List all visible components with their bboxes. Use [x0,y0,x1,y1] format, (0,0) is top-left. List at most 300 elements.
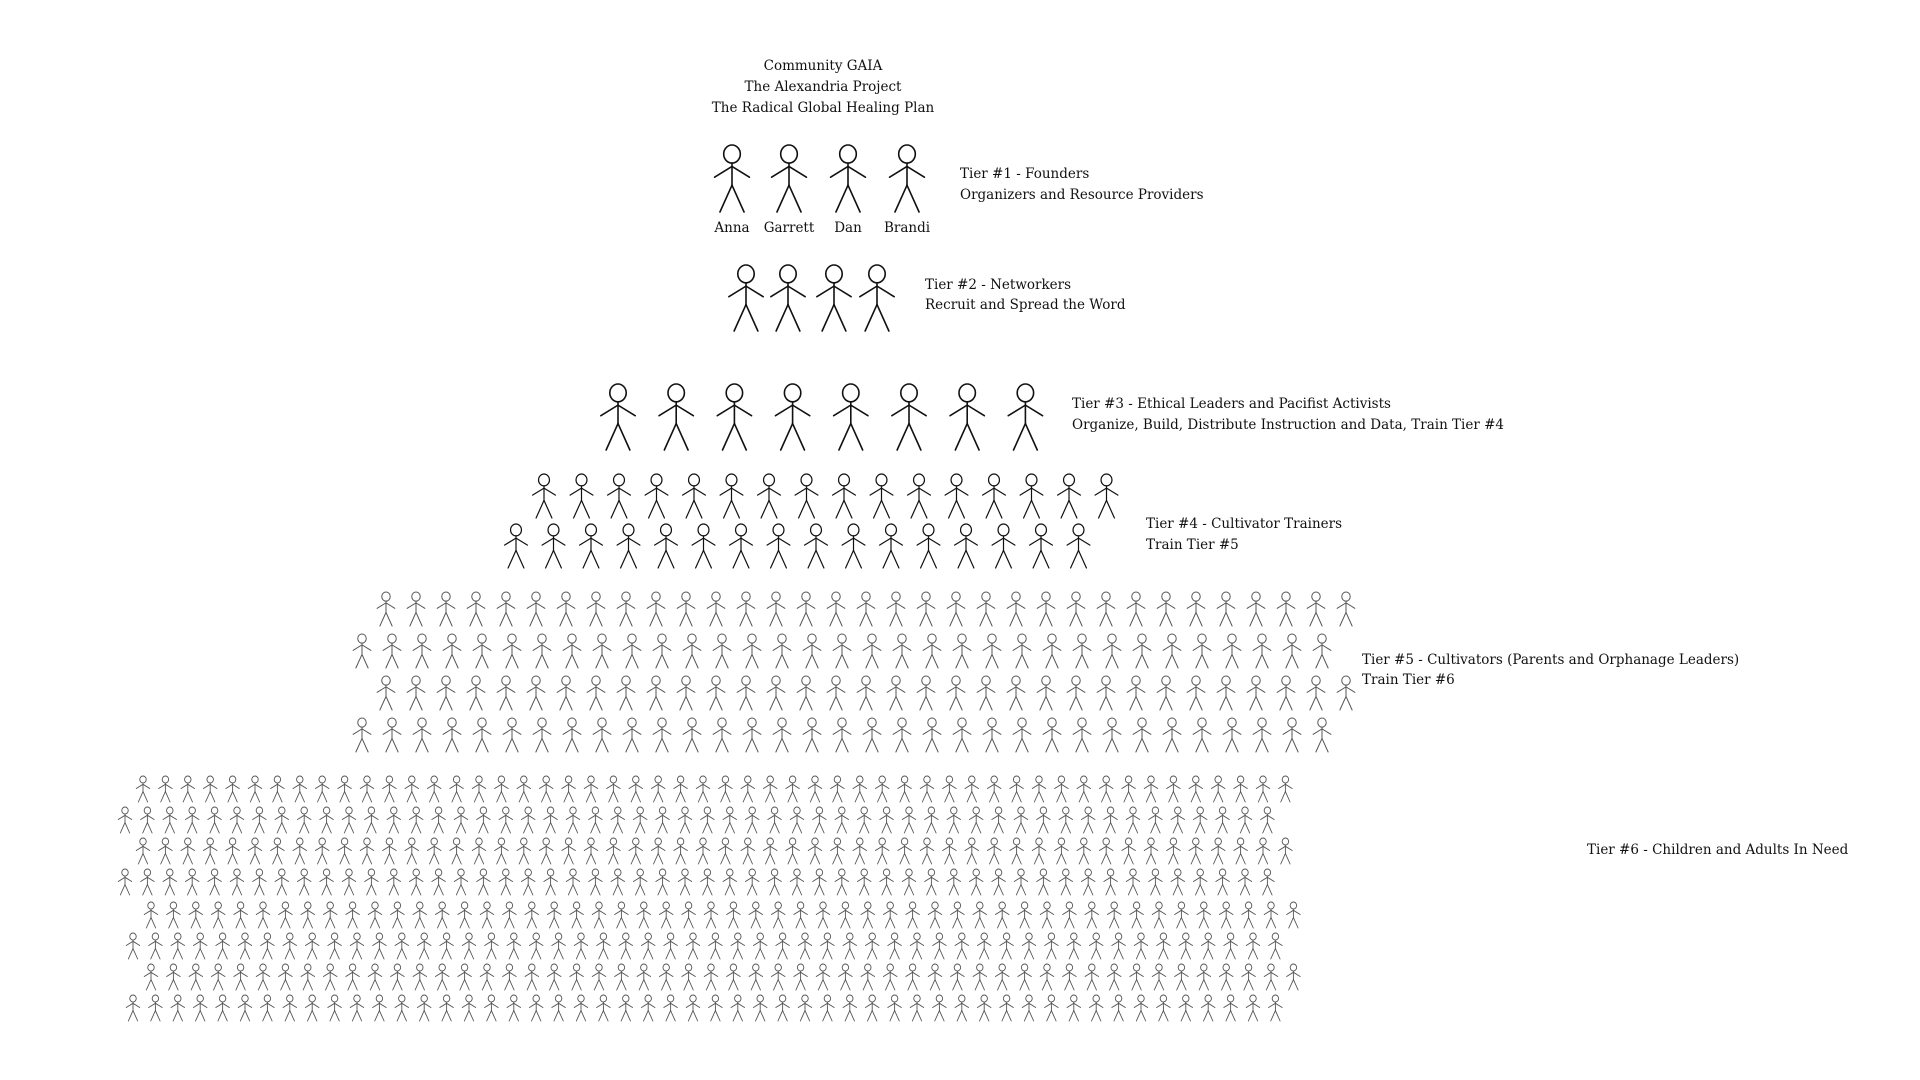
tier-5-cultivator-figure-row3-23 [1037,676,1055,710]
tier-5-cultivator-figure-row1-14 [767,592,785,626]
tier-6-person-figure-row5-1 [144,902,158,928]
tier-6-person-figure-row2-44 [1081,807,1095,833]
tier-6-person-figure-row1-43 [1077,776,1091,802]
tier-6-person-figure-row4-6 [230,869,244,895]
tier-4-trainer-figure-row2-5 [655,524,678,568]
tier-6-person-figure-row3-4 [203,838,217,864]
tier-6-person-figure-row2-8 [275,807,289,833]
tier-6-person-figure-row8-7 [261,995,275,1021]
tier-6-person-figure-row1-26 [696,776,710,802]
tier-6-person-figure-row6-52 [1269,933,1283,959]
tier-6-person-figure-row6-25 [664,933,678,959]
tier-5-cultivator-figure-row4-16 [803,718,821,752]
tier-6-person-figure-row2-30 [768,807,782,833]
tier-6-person-figure-row8-39 [977,995,991,1021]
tier-5-cultivator-figure-row3-29 [1217,676,1235,710]
tier-6-person-figure-row3-26 [696,838,710,864]
tier-5-cultivator-figure-row3-13 [737,676,755,710]
tier-6-person-figure-row3-9 [315,838,329,864]
tier-4-trainer-figure-row2-8 [767,524,790,568]
tier-6-person-figure-row3-43 [1077,838,1091,864]
tier-4-trainer-figure-row1-11 [908,474,931,518]
tier-6-person-figure-row5-20 [570,902,584,928]
tier-6-person-figure-row6-26 [686,933,700,959]
tier-6-person-figure-row2-47 [1149,807,1163,833]
tier-5-cultivator-figure-row1-7 [557,592,575,626]
tier-6-person-figure-row1-5 [226,776,240,802]
tier-6-person-figure-row8-3 [171,995,185,1021]
tier-5-cultivator-figure-row2-8 [563,634,581,668]
tier-6-person-figure-row1-4 [203,776,217,802]
tier-6-person-figure-row3-20 [562,838,576,864]
tier-6-person-figure-row8-14 [417,995,431,1021]
tier-5-cultivator-figure-row3-27 [1157,676,1175,710]
tier-6-person-figure-row6-22 [597,933,611,959]
tier-6-person-figure-row5-32 [839,902,853,928]
tier-3-leader-figure-8 [1008,384,1042,450]
tier-6-person-figure-row8-51 [1246,995,1260,1021]
tier-6-person-figure-row7-40 [1018,964,1032,990]
tier-6-person-figure-row6-19 [529,933,543,959]
tier-4-trainer-figure-row1-4 [645,474,668,518]
tier-6-person-figure-row6-49 [1201,933,1215,959]
tier-4-trainer-figure-row1-7 [758,474,781,518]
tier-6-person-figure-row5-38 [973,902,987,928]
tier-6-person-figure-row4-48 [1171,869,1185,895]
tier-6-person-figure-row5-19 [547,902,561,928]
header-line-2: The Alexandria Project [744,79,902,95]
tier-5-cultivator-figure-row1-28 [1187,592,1205,626]
tier-6-person-figure-row3-40 [1010,838,1024,864]
tier-6-person-figure-row3-39 [987,838,1001,864]
tier-6-person-figure-row1-35 [898,776,912,802]
tier-6-person-figure-row7-18 [525,964,539,990]
tier-6-person-figure-row6-36 [910,933,924,959]
tier-6-person-figure-row2-5 [208,807,222,833]
tier-6-person-figure-row3-29 [763,838,777,864]
tier-6-person-figure-row3-10 [338,838,352,864]
tier-6-person-figure-row5-33 [861,902,875,928]
tier-6-person-figure-row4-38 [947,869,961,895]
tier-6-person-figure-row5-17 [503,902,517,928]
tier-2-title: Tier #2 - Networkers [925,277,1072,293]
tier-6-person-figure-row7-16 [480,964,494,990]
tier-6-person-figure-row8-26 [686,995,700,1021]
tier-6-person-figure-row8-6 [238,995,252,1021]
tier-6-person-figure-row1-13 [405,776,419,802]
tier-6-person-figure-row8-37 [933,995,947,1021]
tier-5-cultivator-figure-row1-33 [1337,592,1355,626]
tier-6-person-figure-row2-48 [1171,807,1185,833]
tier-6-person-figure-row2-1 [118,807,132,833]
tier-6-person-figure-row2-31 [790,807,804,833]
tier-6-person-figure-row8-23 [619,995,633,1021]
tier-6-person-figure-row6-48 [1179,933,1193,959]
tier-5-cultivator-figure-row3-14 [767,676,785,710]
tier-6-person-figure-row4-3 [163,869,177,895]
tier-6-person-figure-row8-15 [440,995,454,1021]
tier-6-person-figure-row3-30 [786,838,800,864]
tier-6-person-figure-row4-27 [701,869,715,895]
tier-4-trainer-figure-row1-12 [945,474,968,518]
tier-5-cultivator-figure-row1-15 [797,592,815,626]
tier-6-person-figure-row8-5 [216,995,230,1021]
tier-6-title: Tier #6 - Children and Adults In Need [1587,842,1849,858]
tier-6-person-figure-row2-26 [678,807,692,833]
tier-6-person-figure-row4-46 [1126,869,1140,895]
tier-4-trainer-figure-row2-11 [880,524,903,568]
tier-5-cultivator-figure-row2-18 [863,634,881,668]
tier-5-cultivator-figure-row4-1 [353,718,371,752]
tier-6-person-figure-row7-43 [1085,964,1099,990]
tier-6-person-figure-row3-15 [450,838,464,864]
tier-5-cultivator-figure-row2-17 [833,634,851,668]
tier-6-person-figure-row6-12 [373,933,387,959]
tier-5-cultivator-figure-row2-3 [413,634,431,668]
tier-4-trainer-figure-row1-9 [833,474,856,518]
tier-6-person-figure-row8-35 [888,995,902,1021]
tier-6-person-figure-row7-17 [503,964,517,990]
tier-6-person-figure-row2-35 [880,807,894,833]
tier-4-trainer-figure-row2-14 [992,524,1015,568]
tier-6-person-figure-row1-11 [360,776,374,802]
tier-6-person-figure-row4-37 [925,869,939,895]
tier-6-person-figure-row5-45 [1130,902,1144,928]
tier-6-person-figure-row1-30 [786,776,800,802]
tier-6-person-figure-row6-41 [1022,933,1036,959]
tier-6-person-figure-row8-20 [552,995,566,1021]
tier-6-person-figure-row2-28 [723,807,737,833]
tier-5-cultivator-figure-row4-7 [533,718,551,752]
tier-6-person-figure-row5-46 [1152,902,1166,928]
tier-6-person-figure-row4-47 [1149,869,1163,895]
tier-6-person-figure-row6-34 [865,933,879,959]
tier-6-person-figure-row1-1 [136,776,150,802]
tier-6-person-figure-row8-47 [1157,995,1171,1021]
tier-5-cultivator-figure-row3-1 [377,676,395,710]
tier-2-networker-figure-4 [860,265,894,331]
tier-6-person-figure-row7-39 [995,964,1009,990]
tier-6-person-figure-row1-10 [338,776,352,802]
tier-6-person-figure-row3-5 [226,838,240,864]
tier-6-person-figure-row7-34 [883,964,897,990]
tier-5-cultivator-figure-row4-8 [563,718,581,752]
tier-6-person-figure-row2-14 [409,807,423,833]
tier-5-cultivator-figure-row4-14 [743,718,761,752]
tier-6-person-figure-row3-1 [136,838,150,864]
tier-6-person-figure-row1-42 [1055,776,1069,802]
tier-4-trainer-figure-row1-6 [720,474,743,518]
tier-6-person-figure-row2-27 [701,807,715,833]
tier-5-cultivator-figure-row3-15 [797,676,815,710]
tier-6-person-figure-row3-22 [607,838,621,864]
tier-4-trainer-figure-row2-13 [955,524,978,568]
tier-6-person-figure-row5-52 [1287,902,1301,928]
tier-5-cultivator-figure-row4-27 [1133,718,1151,752]
tier-2-networker-figure-1 [729,265,763,331]
tier-6-person-figure-row7-29 [771,964,785,990]
tier-6-person-figure-row7-41 [1040,964,1054,990]
tier-6-person-figure-row2-51 [1238,807,1252,833]
tier-6-person-figure-row3-47 [1167,838,1181,864]
tier-6-person-figure-row4-13 [387,869,401,895]
tier-5-cultivator-figure-row3-30 [1247,676,1265,710]
tier-6-person-figure-row1-14 [427,776,441,802]
tier-6-person-figure-row5-44 [1107,902,1121,928]
tier-6-person-figure-row3-19 [539,838,553,864]
tier-5-cultivator-figure-row4-33 [1313,718,1331,752]
tier-6-person-figure-row3-7 [271,838,285,864]
tier-6-person-figure-row5-18 [525,902,539,928]
tier-6-person-figure-row5-23 [637,902,651,928]
founder-name-dan: Dan [834,220,862,236]
tier-6-person-figure-row1-19 [539,776,553,802]
tier-6-person-figure-row2-15 [432,807,446,833]
tier-6-person-figure-row6-43 [1067,933,1081,959]
tier-6-person-figure-row4-39 [969,869,983,895]
tier-5-cultivator-figure-row1-20 [947,592,965,626]
tier-6-person-figure-row8-19 [529,995,543,1021]
tier-6-person-figure-row4-51 [1238,869,1252,895]
tier-6-person-figure-row3-42 [1055,838,1069,864]
tier-6-person-figure-row3-52 [1279,838,1293,864]
tier-6-person-figure-row2-16 [454,807,468,833]
tier-6-person-figure-row1-32 [831,776,845,802]
tier-6-person-figure-row8-50 [1224,995,1238,1021]
tier-5-cultivator-figure-row3-25 [1097,676,1115,710]
tier-6-person-figure-row1-27 [719,776,733,802]
tier-5-cultivator-figure-row1-24 [1067,592,1085,626]
tier-4-trainer-figure-row2-2 [542,524,565,568]
tier-4-trainer-figure-row2-4 [617,524,640,568]
tier-6-person-figure-row7-42 [1063,964,1077,990]
tier-3-leader-figure-6 [892,384,926,450]
tier-6-person-figure-row5-42 [1063,902,1077,928]
tier-6-person-figure-row2-13 [387,807,401,833]
tier-6-person-figure-row5-4 [211,902,225,928]
tier-6-person-figure-row7-3 [189,964,203,990]
tier-6-person-figure-row5-12 [391,902,405,928]
tier-6-person-figure-row1-50 [1234,776,1248,802]
tier-6-person-figure-row1-7 [271,776,285,802]
tier-6-person-figure-row5-26 [704,902,718,928]
tier-1-founder-figure-4 [890,145,925,212]
tier-6-person-figure-row7-45 [1130,964,1144,990]
tier-6-person-figure-row5-49 [1219,902,1233,928]
tier-6-person-figure-row4-9 [297,869,311,895]
tier-6-person-figure-row5-47 [1175,902,1189,928]
tier-6-person-figure-row7-50 [1242,964,1256,990]
tier-5-cultivator-figure-row1-5 [497,592,515,626]
tier-6-person-figure-row2-50 [1216,807,1230,833]
tier-4-trainer-figure-row2-12 [917,524,940,568]
tier-6-person-figure-row4-52 [1261,869,1275,895]
tier-6-person-figure-row3-45 [1122,838,1136,864]
tier-6-person-figure-row4-40 [992,869,1006,895]
tier-6-person-figure-row2-25 [656,807,670,833]
tier-6-person-figure-row2-21 [566,807,580,833]
tier-6-person-figure-row1-38 [965,776,979,802]
tier-6-person-figure-row6-24 [641,933,655,959]
tier-6-person-figure-row1-52 [1279,776,1293,802]
tier-6-person-figure-row4-31 [790,869,804,895]
tier-4-trainer-figure-row1-3 [608,474,631,518]
tier-6-person-figure-row3-17 [495,838,509,864]
tier-6-person-figure-row6-3 [171,933,185,959]
tier-2-networker-figure-2 [771,265,805,331]
tier-6-person-figure-row4-16 [454,869,468,895]
tier-6-person-figure-row7-8 [301,964,315,990]
tier-5-cultivator-figure-row1-12 [707,592,725,626]
tier-6-person-figure-row2-22 [589,807,603,833]
tier-6-person-figure-row6-46 [1134,933,1148,959]
tier-6-person-figure-row7-2 [167,964,181,990]
tier-5-cultivator-figure-row2-16 [803,634,821,668]
tier-6-person-figure-row8-29 [753,995,767,1021]
tier-4-trainer-figure-row2-6 [692,524,715,568]
tier-6-person-figure-row5-11 [368,902,382,928]
tier-6-person-figure-row6-40 [1000,933,1014,959]
tier-5-cultivator-figure-row3-24 [1067,676,1085,710]
tier-6-person-figure-row3-25 [674,838,688,864]
tier-6-person-figure-row8-46 [1134,995,1148,1021]
tier-6-person-figure-row7-35 [906,964,920,990]
tier-6-person-figure-row1-40 [1010,776,1024,802]
tier-5-cultivator-figure-row2-5 [473,634,491,668]
tier-6-person-figure-row4-30 [768,869,782,895]
tier-4-trainer-figure-row1-10 [870,474,893,518]
tier-6-person-figure-row7-13 [413,964,427,990]
tier-6-person-figure-row2-38 [947,807,961,833]
tier-6-person-figure-row5-3 [189,902,203,928]
tier-6-person-figure-row2-43 [1059,807,1073,833]
tier-5-cultivator-figure-row2-7 [533,634,551,668]
tier-6-person-figure-row6-35 [888,933,902,959]
tier-6-person-figure-row4-26 [678,869,692,895]
tier-6-person-figure-row3-14 [427,838,441,864]
tier-6-person-figure-row4-10 [320,869,334,895]
tier-6-person-figure-row1-47 [1167,776,1181,802]
tier-6-person-figure-row2-36 [902,807,916,833]
tier-6-person-figure-row4-12 [365,869,379,895]
tier-6-person-figure-row3-33 [853,838,867,864]
tier-5-cultivator-figure-row2-6 [503,634,521,668]
tier-1-title: Tier #1 - Founders [960,166,1090,182]
tier-6-person-figure-row7-12 [391,964,405,990]
tier-6-person-figure-row6-47 [1157,933,1171,959]
tier-5-cultivator-figure-row4-21 [953,718,971,752]
tier-6-person-figure-row3-3 [181,838,195,864]
tier-6-person-figure-row6-45 [1112,933,1126,959]
tier-6-person-figure-row4-14 [409,869,423,895]
tier-6-person-figure-row1-18 [517,776,531,802]
tier-6-person-figure-row1-12 [383,776,397,802]
tier-6-person-figure-row8-16 [462,995,476,1021]
tier-6-person-figure-row7-15 [458,964,472,990]
tier-6-person-figure-row4-36 [902,869,916,895]
tier-2-subtitle: Recruit and Spread the Word [925,297,1126,313]
tier-6-person-figure-row6-28 [731,933,745,959]
tier-5-cultivator-figure-row1-4 [467,592,485,626]
tier-5-cultivator-figure-row2-29 [1193,634,1211,668]
tier-3-leader-figure-3 [717,384,751,450]
tier-5-cultivator-figure-row1-31 [1277,592,1295,626]
tier-6-person-figure-row4-34 [857,869,871,895]
tier-6-person-figure-row7-7 [279,964,293,990]
tier-6-person-figure-row5-34 [883,902,897,928]
tier-6-person-figure-row3-24 [651,838,665,864]
tier-6-person-figure-row7-23 [637,964,651,990]
tier-6-person-figure-row6-8 [283,933,297,959]
tier-6-person-figure-row2-17 [477,807,491,833]
tier-5-cultivator-figure-row3-2 [407,676,425,710]
tier-6-person-figure-row8-12 [373,995,387,1021]
tier-6-person-figure-row7-21 [592,964,606,990]
tier-6-person-figure-row5-27 [727,902,741,928]
tier-6-person-figure-row5-30 [794,902,808,928]
tier-6-person-figure-row4-4 [185,869,199,895]
tier-5-cultivator-figure-row4-15 [773,718,791,752]
tier-6-person-figure-row1-29 [763,776,777,802]
tier-6-person-figure-row7-27 [727,964,741,990]
tier-6-person-figure-row7-6 [256,964,270,990]
tier-5-cultivator-figure-row4-26 [1103,718,1121,752]
tier-6-person-figure-row8-28 [731,995,745,1021]
tier-6-person-figure-row5-37 [951,902,965,928]
tier-6-person-figure-row3-16 [472,838,486,864]
tier-6-person-figure-row3-28 [741,838,755,864]
tier-6-person-figure-row4-20 [544,869,558,895]
tier-5-cultivator-figure-row2-33 [1313,634,1331,668]
tier-6-person-figure-row8-4 [193,995,207,1021]
tier-5-cultivator-figure-row1-25 [1097,592,1115,626]
tier-6-person-figure-row7-26 [704,964,718,990]
tier-6-person-figure-row5-31 [816,902,830,928]
tier-6-person-figure-row8-41 [1022,995,1036,1021]
tier-1-subtitle: Organizers and Resource Providers [960,187,1204,203]
tier-5-cultivator-figure-row2-27 [1133,634,1151,668]
tier-6-person-figure-row6-4 [193,933,207,959]
tier-5-cultivator-figure-row2-21 [953,634,971,668]
tier-6-person-figure-row6-11 [350,933,364,959]
tier-6-person-figure-row4-23 [611,869,625,895]
tier-5-cultivator-figure-row1-19 [917,592,935,626]
tier-6-person-figure-row6-42 [1045,933,1059,959]
tier-6-person-figure-row2-3 [163,807,177,833]
tier-6-person-figure-row4-19 [521,869,535,895]
tier-6-person-figure-row3-37 [943,838,957,864]
tier-6-person-figure-row5-25 [682,902,696,928]
tier-6-person-figure-row2-42 [1037,807,1051,833]
tier-5-cultivator-figure-row2-2 [383,634,401,668]
founder-name-anna: Anna [714,220,750,236]
tier-6-person-figure-row3-35 [898,838,912,864]
tier-6-person-figure-row7-1 [144,964,158,990]
tier-4-trainer-figure-row2-16 [1067,524,1090,568]
tier-6-person-figure-row8-48 [1179,995,1193,1021]
tier-6-person-figure-row2-40 [992,807,1006,833]
tier-5-cultivator-figure-row1-16 [827,592,845,626]
tier-6-person-figure-row5-6 [256,902,270,928]
tier-6-person-figure-row8-2 [149,995,163,1021]
tier-5-cultivator-figure-row4-10 [623,718,641,752]
tier-5-cultivator-figure-row4-18 [863,718,881,752]
tier-5-cultivator-figure-row3-18 [887,676,905,710]
tier-6-person-figure-row6-27 [709,933,723,959]
tier-6-person-figure-row3-21 [584,838,598,864]
tier-5-subtitle: Train Tier #6 [1362,672,1455,688]
tier-6-person-figure-row4-17 [477,869,491,895]
